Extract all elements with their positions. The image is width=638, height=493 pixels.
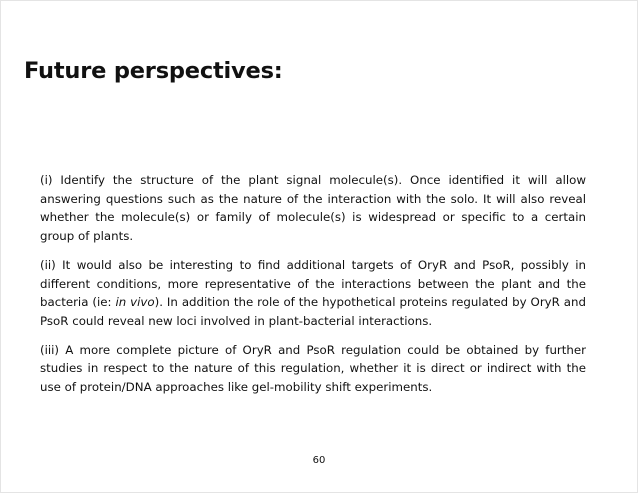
paragraph-ii-text-end: ). In addition the role of the hypothetical proteins regulated by OryR and PsoR could reveal new loci involved in plant-bacterial interactions. — [40, 295, 586, 328]
paragraph-ii-text-start: (ii) It would also be interesting to find additional targets of OryR and PsoR, possibly in different conditions, more representative of the interactions between the plant and the bacteria (ie: — [40, 257, 586, 310]
paragraph-iii — [40, 341, 586, 397]
page-number: 60 — [312, 455, 326, 466]
paragraph-i — [40, 171, 586, 246]
paragraph-ii-italic-term: in vivo — [115, 295, 155, 310]
slide-title: Future perspectives: — [24, 58, 283, 84]
paragraph-i-text: (i) Identify the structure of the plant signal molecule(s). Once identified it will allow answering questions such as the nature of the interaction with the solo. It will also reveal whether the molecule(s) or family of molecule(s) is widespread or specific to a certain group of plants. — [40, 173, 586, 244]
paragraph-ii — [40, 256, 586, 331]
slide-body — [40, 171, 586, 407]
paragraph-iii-text: (iii) A more complete picture of OryR and PsoR regulation could be obtained by further studies in respect to the nature of this regulation, whether it is direct or indirect with the use of protein/DNA approaches like gel-mobility shift experiments. — [40, 342, 586, 395]
